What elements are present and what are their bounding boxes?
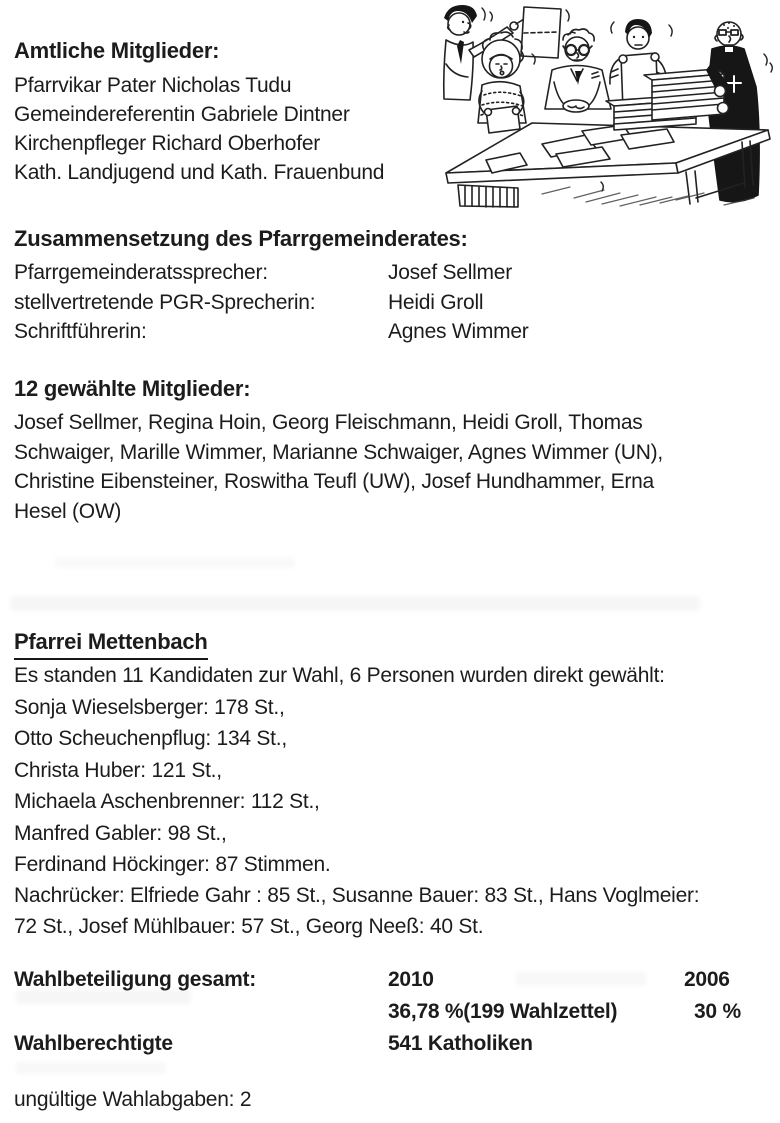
bleedthrough-smudge	[10, 596, 700, 611]
composition-value: Agnes Wimmer	[388, 320, 529, 343]
turnout-value-2010: 36,78 %(199 Wahlzettel)	[388, 1000, 618, 1023]
elected-members-section	[14, 374, 663, 526]
turnout-empty-cell	[684, 1028, 780, 1060]
composition-row	[14, 317, 529, 347]
composition-label: Schriftführerin:	[14, 320, 147, 343]
composition-label: Pfarrgemeinderatssprecher:	[14, 261, 268, 284]
invalid-votes-line: ungültige Wahlabgaben: 2	[14, 1088, 252, 1111]
composition-heading: Zusammensetzung des Pfarrgemeinderates:	[14, 226, 468, 251]
officials-section	[14, 36, 384, 187]
ballot-counting-cartoon	[424, 2, 778, 208]
candidate-result: Manfred Gabler: 98 St.,	[14, 821, 227, 845]
parish-intro: Es standen 11 Kandidaten zur Wahl, 6 Personen wurden direkt gewählt:	[14, 664, 665, 687]
elected-line: Schwaiger, Marille Wimmer, Marianne Schwaiger, Agnes Wimmer (UN),	[14, 440, 663, 464]
composition-row	[14, 258, 529, 288]
eligible-voters-label: Wahlberechtigte	[14, 1032, 173, 1055]
eligible-voters-value: 541 Katholiken	[388, 1032, 533, 1055]
official-line: Kirchenpfleger Richard Oberhofer	[14, 132, 320, 155]
turnout-table	[14, 964, 780, 1060]
bleedthrough-smudge	[16, 1062, 166, 1074]
composition-label: stellvertretende PGR-Sprecherin:	[14, 290, 316, 314]
official-line: Kath. Landjugend und Kath. Frauenbund	[14, 161, 385, 184]
parish-mettenbach-section	[14, 626, 699, 942]
official-line: Gemeindereferentin Gabriele Dintner	[14, 103, 350, 126]
turnout-empty-cell	[14, 996, 388, 1028]
elected-heading: 12 gewählte Mitglieder:	[14, 376, 251, 401]
composition-row	[14, 288, 529, 318]
elected-line: Josef Sellmer, Regina Hoin, Georg Fleischmann, Heidi Groll, Thomas	[14, 411, 643, 434]
candidate-result: Otto Scheuchenpflug: 134 St.,	[14, 727, 287, 751]
turnout-year-2006: 2006	[684, 968, 730, 991]
substitutes-line: 72 St., Josef Mühlbauer: 57 St., Georg Neeß: 40 St.	[14, 915, 484, 939]
candidate-result: Sonja Wieselsberger: 178 St.,	[14, 696, 285, 719]
bleedthrough-smudge	[55, 557, 295, 568]
composition-value: Josef Sellmer	[388, 261, 512, 284]
candidate-result: Ferdinand Höckinger: 87 Stimmen.	[14, 853, 331, 877]
turnout-year-2010: 2010	[388, 968, 434, 991]
parish-heading: Pfarrei Mettenbach	[14, 627, 208, 660]
officials-heading: Amtliche Mitglieder:	[14, 38, 220, 63]
elected-line: Hesel (OW)	[14, 499, 122, 523]
official-line: Pfarrvikar Pater Nicholas Tudu	[14, 74, 292, 97]
elected-line: Christine Eibensteiner, Roswitha Teufl (UW), Josef Hundhammer, Erna	[14, 470, 654, 493]
candidate-result: Christa Huber: 121 St.,	[14, 758, 222, 782]
substitutes-line: Nachrücker: Elfriede Gahr : 85 St., Susanne Bauer: 83 St., Hans Voglmeier:	[14, 884, 700, 908]
composition-value: Heidi Groll	[388, 290, 484, 314]
candidate-result: Michaela Aschenbrenner: 112 St.,	[14, 790, 320, 814]
turnout-value-2006: 30 %	[694, 1000, 741, 1023]
turnout-label: Wahlbeteiligung gesamt:	[14, 968, 256, 991]
composition-section	[14, 224, 529, 347]
